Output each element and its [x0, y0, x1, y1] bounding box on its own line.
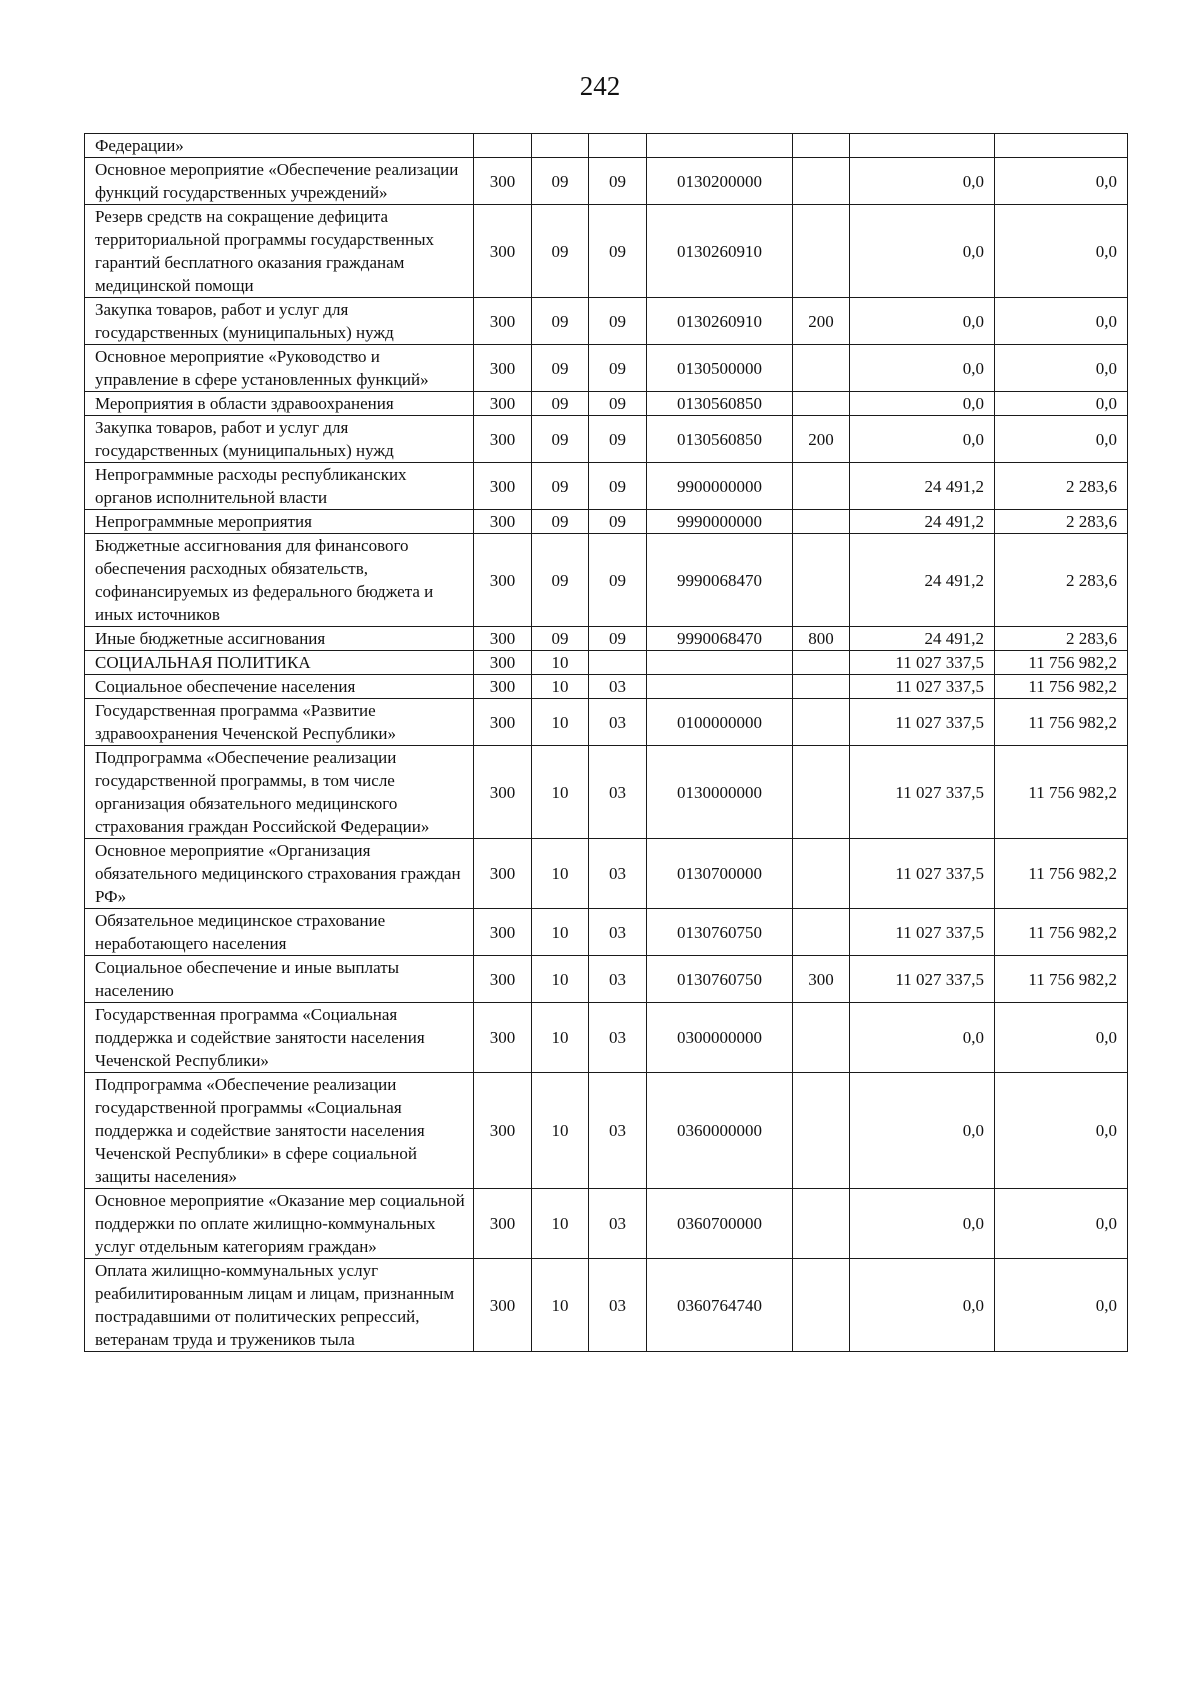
cell-amount-year2: 11 756 982,2 — [995, 839, 1128, 909]
cell-subsection: 09 — [589, 510, 647, 534]
cell-admin-code: 300 — [474, 534, 532, 627]
cell-amount-year1: 11 027 337,5 — [850, 746, 995, 839]
cell-section: 10 — [532, 675, 589, 699]
cell-amount-year2: 11 756 982,2 — [995, 675, 1128, 699]
cell-name: Подпрограмма «Обеспечение реализации государственной программы, в том числе организация обязательного медицинского страхования граждан Российской Федерации» — [85, 746, 474, 839]
cell-admin-code: 300 — [474, 1073, 532, 1189]
cell-expense-type — [793, 1189, 850, 1259]
cell-amount-year2 — [995, 134, 1128, 158]
cell-amount-year1: 11 027 337,5 — [850, 675, 995, 699]
cell-subsection: 09 — [589, 392, 647, 416]
page-number: 242 — [579, 71, 621, 101]
cell-section: 10 — [532, 1073, 589, 1189]
cell-name: СОЦИАЛЬНАЯ ПОЛИТИКА — [85, 651, 474, 675]
cell-amount-year2: 11 756 982,2 — [995, 651, 1128, 675]
cell-subsection: 03 — [589, 675, 647, 699]
cell-subsection: 09 — [589, 298, 647, 345]
cell-admin-code: 300 — [474, 298, 532, 345]
cell-expense-type: 800 — [793, 627, 850, 651]
cell-amount-year2: 11 756 982,2 — [995, 699, 1128, 746]
cell-name: Основное мероприятие «Руководство и управление в сфере установленных функций» — [85, 345, 474, 392]
cell-subsection: 03 — [589, 1189, 647, 1259]
cell-target-article: 0130500000 — [647, 345, 793, 392]
cell-amount-year1: 0,0 — [850, 158, 995, 205]
cell-expense-type — [793, 1259, 850, 1352]
cell-target-article: 9990068470 — [647, 627, 793, 651]
table-row — [85, 463, 1128, 510]
cell-name: Основное мероприятие «Организация обязательного медицинского страхования граждан РФ» — [85, 839, 474, 909]
cell-subsection — [589, 134, 647, 158]
cell-amount-year2: 0,0 — [995, 416, 1128, 463]
cell-amount-year2: 0,0 — [995, 158, 1128, 205]
cell-amount-year1: 0,0 — [850, 1189, 995, 1259]
cell-admin-code: 300 — [474, 839, 532, 909]
cell-name: Государственная программа «Развитие здравоохранения Чеченской Республики» — [85, 699, 474, 746]
cell-target-article: 0130760750 — [647, 956, 793, 1003]
cell-amount-year1: 0,0 — [850, 205, 995, 298]
cell-expense-type — [793, 134, 850, 158]
table-row — [85, 134, 1128, 158]
cell-section: 09 — [532, 205, 589, 298]
cell-section: 10 — [532, 956, 589, 1003]
cell-amount-year1: 0,0 — [850, 392, 995, 416]
cell-admin-code: 300 — [474, 158, 532, 205]
cell-admin-code: 300 — [474, 675, 532, 699]
cell-section: 10 — [532, 1189, 589, 1259]
cell-section: 09 — [532, 416, 589, 463]
table-row — [85, 1259, 1128, 1352]
cell-name: Социальное обеспечение и иные выплаты населению — [85, 956, 474, 1003]
cell-expense-type — [793, 699, 850, 746]
table-body — [85, 134, 1128, 1352]
cell-amount-year2: 2 283,6 — [995, 534, 1128, 627]
cell-subsection: 09 — [589, 345, 647, 392]
cell-subsection: 09 — [589, 416, 647, 463]
cell-amount-year1: 11 027 337,5 — [850, 651, 995, 675]
cell-expense-type — [793, 345, 850, 392]
cell-expense-type — [793, 746, 850, 839]
cell-amount-year1: 0,0 — [850, 298, 995, 345]
cell-amount-year2: 11 756 982,2 — [995, 956, 1128, 1003]
cell-amount-year1: 11 027 337,5 — [850, 956, 995, 1003]
cell-amount-year2: 0,0 — [995, 1189, 1128, 1259]
cell-admin-code: 300 — [474, 746, 532, 839]
cell-admin-code: 300 — [474, 1259, 532, 1352]
cell-name: Непрограммные расходы республиканских органов исполнительной власти — [85, 463, 474, 510]
cell-target-article: 0360000000 — [647, 1073, 793, 1189]
cell-amount-year2: 0,0 — [995, 1003, 1128, 1073]
table-row — [85, 627, 1128, 651]
cell-target-article: 0130700000 — [647, 839, 793, 909]
cell-section: 09 — [532, 298, 589, 345]
cell-amount-year2: 0,0 — [995, 1073, 1128, 1189]
cell-admin-code: 300 — [474, 510, 532, 534]
table-row — [85, 651, 1128, 675]
cell-name: Основное мероприятие «Обеспечение реализации функций государственных учреждений» — [85, 158, 474, 205]
cell-target-article: 9990000000 — [647, 510, 793, 534]
cell-name: Закупка товаров, работ и услуг для государственных (муниципальных) нужд — [85, 416, 474, 463]
cell-target-article: 0300000000 — [647, 1003, 793, 1073]
cell-target-article: 0360700000 — [647, 1189, 793, 1259]
cell-subsection: 03 — [589, 839, 647, 909]
cell-admin-code: 300 — [474, 463, 532, 510]
cell-amount-year2: 2 283,6 — [995, 463, 1128, 510]
cell-target-article — [647, 651, 793, 675]
cell-admin-code: 300 — [474, 699, 532, 746]
cell-subsection: 09 — [589, 158, 647, 205]
cell-name: Бюджетные ассигнования для финансового обеспечения расходных обязательств, софинансируемых из федерального бюджета и иных источников — [85, 534, 474, 627]
cell-section: 09 — [532, 345, 589, 392]
cell-subsection: 09 — [589, 534, 647, 627]
cell-section: 09 — [532, 463, 589, 510]
cell-name: Подпрограмма «Обеспечение реализации государственной программы «Социальная поддержка и содействие занятости населения Чеченской Республики» в сфере социальной защиты населения» — [85, 1073, 474, 1189]
table-row — [85, 839, 1128, 909]
cell-name: Непрограммные мероприятия — [85, 510, 474, 534]
cell-admin-code: 300 — [474, 1003, 532, 1073]
cell-expense-type — [793, 205, 850, 298]
cell-section: 10 — [532, 1003, 589, 1073]
cell-amount-year1: 0,0 — [850, 345, 995, 392]
cell-expense-type — [793, 909, 850, 956]
cell-amount-year2: 0,0 — [995, 392, 1128, 416]
cell-subsection: 03 — [589, 1073, 647, 1189]
cell-name: Социальное обеспечение населения — [85, 675, 474, 699]
cell-name: Обязательное медицинское страхование неработающего населения — [85, 909, 474, 956]
cell-amount-year1: 0,0 — [850, 1073, 995, 1189]
cell-amount-year1: 0,0 — [850, 1259, 995, 1352]
cell-target-article: 0130560850 — [647, 416, 793, 463]
cell-name: Основное мероприятие «Оказание мер социальной поддержки по оплате жилищно-коммунальных услуг отдельным категориям граждан» — [85, 1189, 474, 1259]
cell-admin-code: 300 — [474, 416, 532, 463]
cell-admin-code: 300 — [474, 627, 532, 651]
cell-amount-year2: 2 283,6 — [995, 627, 1128, 651]
cell-subsection — [589, 651, 647, 675]
cell-subsection: 03 — [589, 699, 647, 746]
cell-amount-year1 — [850, 134, 995, 158]
cell-amount-year2: 11 756 982,2 — [995, 746, 1128, 839]
table-row — [85, 1073, 1128, 1189]
cell-section: 09 — [532, 392, 589, 416]
cell-amount-year2: 0,0 — [995, 345, 1128, 392]
cell-amount-year2: 11 756 982,2 — [995, 909, 1128, 956]
cell-target-article: 0130000000 — [647, 746, 793, 839]
cell-amount-year1: 24 491,2 — [850, 463, 995, 510]
cell-expense-type: 200 — [793, 416, 850, 463]
cell-expense-type — [793, 463, 850, 510]
cell-admin-code: 300 — [474, 909, 532, 956]
table-row — [85, 1003, 1128, 1073]
table-row — [85, 699, 1128, 746]
cell-amount-year1: 0,0 — [850, 416, 995, 463]
cell-expense-type — [793, 651, 850, 675]
cell-target-article — [647, 675, 793, 699]
cell-expense-type: 300 — [793, 956, 850, 1003]
cell-expense-type — [793, 1073, 850, 1189]
cell-expense-type — [793, 534, 850, 627]
cell-amount-year1: 11 027 337,5 — [850, 909, 995, 956]
table-row — [85, 345, 1128, 392]
cell-subsection: 03 — [589, 1259, 647, 1352]
cell-name: Иные бюджетные ассигнования — [85, 627, 474, 651]
cell-target-article — [647, 134, 793, 158]
cell-expense-type — [793, 158, 850, 205]
cell-section: 09 — [532, 627, 589, 651]
cell-amount-year1: 0,0 — [850, 1003, 995, 1073]
cell-section: 09 — [532, 158, 589, 205]
cell-section: 10 — [532, 1259, 589, 1352]
cell-expense-type — [793, 392, 850, 416]
cell-name: Государственная программа «Социальная поддержка и содействие занятости населения Чеченской Республики» — [85, 1003, 474, 1073]
cell-subsection: 09 — [589, 627, 647, 651]
cell-amount-year2: 0,0 — [995, 205, 1128, 298]
cell-subsection: 03 — [589, 746, 647, 839]
cell-target-article: 9990068470 — [647, 534, 793, 627]
cell-target-article: 0130260910 — [647, 205, 793, 298]
cell-amount-year1: 24 491,2 — [850, 627, 995, 651]
cell-subsection: 03 — [589, 956, 647, 1003]
cell-admin-code: 300 — [474, 345, 532, 392]
cell-admin-code: 300 — [474, 1189, 532, 1259]
cell-name: Резерв средств на сокращение дефицита территориальной программы государственных гарантий бесплатного оказания гражданам медицинской помощи — [85, 205, 474, 298]
cell-amount-year1: 24 491,2 — [850, 510, 995, 534]
cell-section: 10 — [532, 651, 589, 675]
cell-target-article: 0360764740 — [647, 1259, 793, 1352]
cell-amount-year1: 11 027 337,5 — [850, 699, 995, 746]
table-row — [85, 1189, 1128, 1259]
cell-admin-code: 300 — [474, 651, 532, 675]
table-row — [85, 909, 1128, 956]
cell-target-article: 0130760750 — [647, 909, 793, 956]
cell-target-article: 0130260910 — [647, 298, 793, 345]
cell-expense-type: 200 — [793, 298, 850, 345]
table-row — [85, 392, 1128, 416]
cell-section: 10 — [532, 699, 589, 746]
table-row — [85, 298, 1128, 345]
table-row — [85, 416, 1128, 463]
cell-section: 10 — [532, 746, 589, 839]
table-row — [85, 205, 1128, 298]
cell-admin-code: 300 — [474, 205, 532, 298]
cell-section: 10 — [532, 909, 589, 956]
table-row — [85, 675, 1128, 699]
cell-admin-code: 300 — [474, 392, 532, 416]
table-row — [85, 534, 1128, 627]
cell-target-article: 9900000000 — [647, 463, 793, 510]
cell-expense-type — [793, 839, 850, 909]
cell-admin-code — [474, 134, 532, 158]
cell-target-article: 0130200000 — [647, 158, 793, 205]
cell-subsection: 03 — [589, 1003, 647, 1073]
budget-table — [84, 133, 1128, 1352]
cell-amount-year2: 0,0 — [995, 1259, 1128, 1352]
cell-name: Федерации» — [85, 134, 474, 158]
cell-target-article: 0130560850 — [647, 392, 793, 416]
cell-name: Мероприятия в области здравоохранения — [85, 392, 474, 416]
cell-section — [532, 134, 589, 158]
cell-subsection: 03 — [589, 909, 647, 956]
cell-amount-year1: 11 027 337,5 — [850, 839, 995, 909]
cell-section: 09 — [532, 534, 589, 627]
table-row — [85, 510, 1128, 534]
cell-subsection: 09 — [589, 205, 647, 298]
cell-amount-year2: 2 283,6 — [995, 510, 1128, 534]
cell-amount-year1: 24 491,2 — [850, 534, 995, 627]
cell-subsection: 09 — [589, 463, 647, 510]
cell-admin-code: 300 — [474, 956, 532, 1003]
cell-name: Оплата жилищно-коммунальных услуг реабилитированным лицам и лицам, признанным пострадавшими от политических репрессий, ветеранам труда и тружеников тыла — [85, 1259, 474, 1352]
table-row — [85, 956, 1128, 1003]
cell-expense-type — [793, 1003, 850, 1073]
cell-section: 10 — [532, 839, 589, 909]
cell-section: 09 — [532, 510, 589, 534]
cell-expense-type — [793, 675, 850, 699]
cell-name: Закупка товаров, работ и услуг для государственных (муниципальных) нужд — [85, 298, 474, 345]
cell-target-article: 0100000000 — [647, 699, 793, 746]
table-row — [85, 746, 1128, 839]
cell-expense-type — [793, 510, 850, 534]
table-row — [85, 158, 1128, 205]
cell-amount-year2: 0,0 — [995, 298, 1128, 345]
